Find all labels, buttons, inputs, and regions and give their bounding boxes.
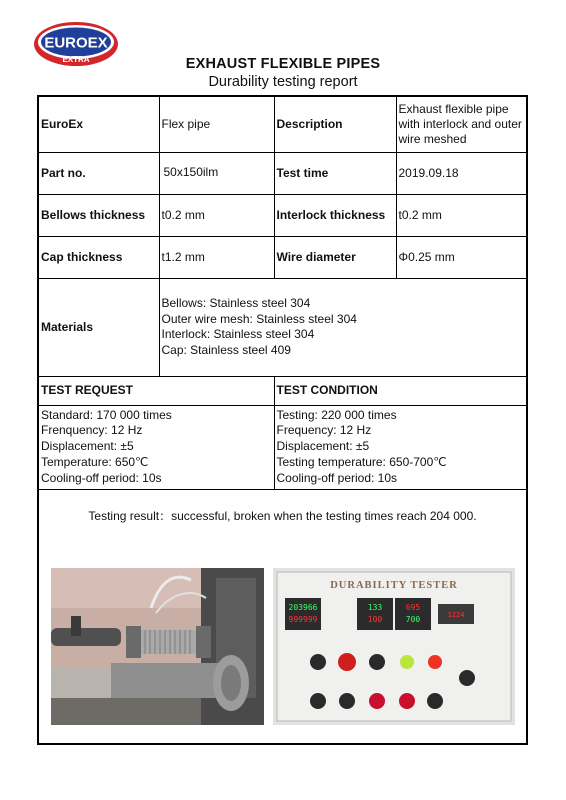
condition-line: Frequency: 12 Hz: [276, 423, 372, 438]
table-row: [39, 152, 526, 194]
testing-result: Testing result：successful, broken when the testing times reach 204 000.: [88, 509, 477, 523]
knob-icon: [427, 693, 443, 709]
table-row: [39, 236, 526, 278]
green-lamp-icon: [400, 655, 414, 669]
label-cell: Wire diameter: [274, 236, 396, 278]
table-row: [39, 376, 526, 405]
timer-value: 1224: [447, 611, 465, 619]
request-line: Cooling-off period: 10s: [41, 470, 162, 485]
value-cell: 2019.09.18: [396, 152, 526, 194]
label-cell: Description: [274, 97, 396, 152]
test-condition-heading: TEST CONDITION: [274, 376, 526, 405]
table-row: [39, 97, 526, 152]
red-lamp-icon: [428, 655, 442, 669]
label-cell: Test time: [274, 152, 396, 194]
report-table: [37, 95, 528, 745]
table-row: [39, 278, 526, 376]
table-row: [39, 194, 526, 236]
red-button-icon: [399, 693, 415, 709]
logo-brand: EUROEX: [44, 34, 108, 52]
materials-cell: [159, 278, 526, 376]
value-cell: t1.2 mm: [159, 236, 274, 278]
test-condition-cell: [274, 405, 526, 489]
counter-bottom: 999999: [288, 615, 318, 624]
label-cell: Materials: [39, 278, 159, 376]
test-request-heading: TEST REQUEST: [39, 376, 274, 405]
request-line: Temperature: 650℃: [41, 454, 149, 469]
frequency-bottom: 100: [367, 615, 383, 624]
red-button-icon: [369, 693, 385, 709]
material-line: Outer wire mesh: Stainless steel 304: [161, 311, 357, 326]
value-cell: Flex pipe: [159, 97, 274, 152]
spec-table: [39, 97, 526, 490]
material-line: Cap: Stainless steel 409: [161, 342, 291, 357]
frequency-top: 133: [367, 603, 383, 612]
material-line: Interlock: Stainless steel 304: [161, 327, 315, 341]
label-cell: Cap thickness: [39, 236, 159, 278]
counter-top: 203966: [288, 603, 318, 612]
table-row: [39, 405, 526, 489]
value-cell: Φ0.25 mm: [396, 236, 526, 278]
temperature-bottom: 700: [405, 615, 421, 624]
request-line: Standard: 170 000 times: [41, 407, 172, 422]
report-title: EXHAUST FLEXIBLE PIPES: [185, 56, 381, 72]
value-cell: t0.2 mm: [396, 194, 526, 236]
label-cell: Interlock thickness: [274, 194, 396, 236]
value-cell: Exhaust flexible pipe with interlock and outer wire meshed: [396, 97, 526, 152]
tester-label: DURABILITY TESTER: [330, 580, 458, 591]
knob-icon: [459, 670, 475, 686]
material-line: Bellows: Stainless steel 304: [161, 296, 311, 310]
value-cell: t0.2 mm: [159, 194, 274, 236]
knob-icon: [369, 654, 385, 670]
durability-tester-photo: [273, 568, 515, 725]
knob-icon: [310, 693, 326, 709]
temperature-top: 695: [405, 603, 421, 612]
logo-tag: EXTRA: [62, 55, 90, 64]
knob-icon: [339, 693, 355, 709]
test-rig-photo: [51, 568, 264, 725]
test-request-cell: [39, 405, 274, 489]
label-cell: Part no.: [39, 152, 159, 194]
label-cell: Bellows thickness: [39, 194, 159, 236]
value-cell: 50x150ilm: [159, 152, 274, 194]
condition-line: Testing: 220 000 times: [276, 407, 397, 422]
request-line: Frenquency: 12 Hz: [41, 423, 143, 438]
condition-line: Cooling-off period: 10s: [276, 470, 398, 485]
request-line: Displacement: ±5: [41, 439, 134, 454]
stop-button-icon: [338, 653, 356, 671]
report-subtitle: Durability testing report: [208, 74, 358, 90]
knob-icon: [310, 654, 326, 670]
condition-line: Testing temperature: 650-700℃: [276, 454, 447, 469]
condition-line: Displacement: ±5: [276, 439, 370, 454]
label-cell: EuroEx: [39, 97, 159, 152]
